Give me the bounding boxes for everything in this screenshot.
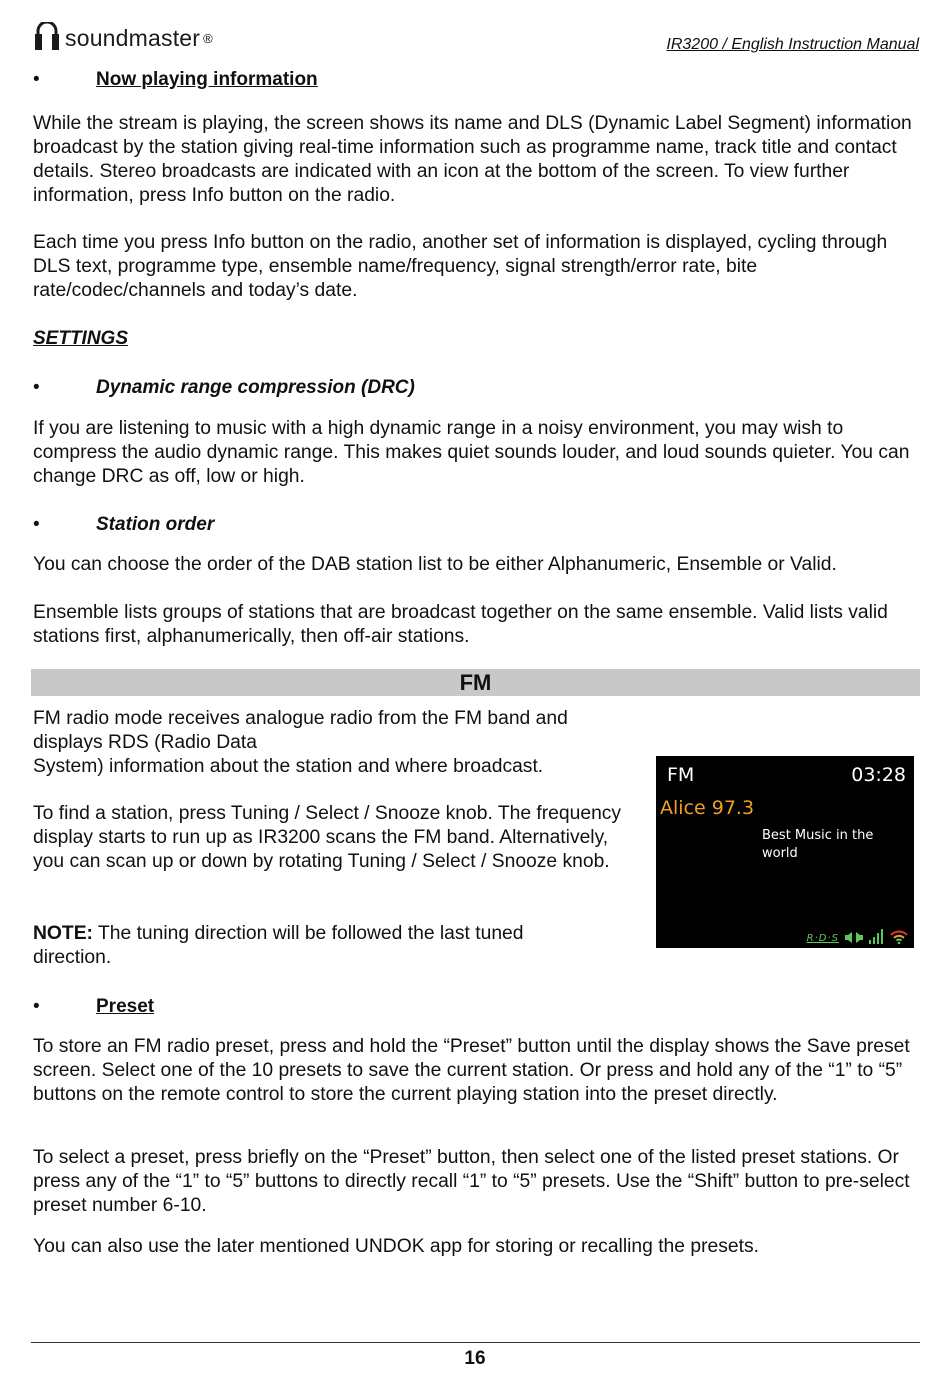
bullet-dot: • xyxy=(33,514,40,535)
note-text: The tuning direction will be followed the last tuned direction. xyxy=(33,923,524,968)
fm-p1-line3: System) information about the station and where broadcast. xyxy=(33,756,544,777)
paragraph-station-order-2: Ensemble lists groups of stations that are broadcast together on the same ensemble. Valid lists valid stations first, alphanumerically, then off-air stations. xyxy=(33,602,888,647)
bullet-dot: • xyxy=(33,377,40,398)
manual-title: IR3200 / English Instruction Manual xyxy=(666,36,919,53)
display-station-info: Best Music in the world xyxy=(762,828,874,861)
signal-strength-icon xyxy=(869,929,885,944)
radio-display-image xyxy=(656,756,914,948)
display-station-name: Alice 97.3 xyxy=(660,797,755,819)
fm-section-title: FM xyxy=(459,669,492,695)
rds-icon: R·D·S xyxy=(806,933,839,944)
footer-divider xyxy=(31,1342,920,1343)
page-number: 16 xyxy=(464,1348,486,1369)
soundmaster-logo-icon xyxy=(33,22,61,54)
paragraph-drc: If you are listening to music with a high dynamic range in a noisy environment, you may wish to compress the audio dynamic range. This makes quiet sounds louder, and loud sounds quieter. You can change DRC as off, low or high. xyxy=(33,418,910,487)
paragraph-preset-2: To select a preset, press briefly on the “Preset” button, then select one of the listed preset stations. Or press any of the “1” to “5” buttons to directly recall “1” to “5” presets. Use the “Shift” button to pre-select preset number 6-10. xyxy=(33,1147,910,1216)
section-heading-now-playing: Now playing information xyxy=(96,69,318,90)
paragraph-now-playing-2: Each time you press Info button on the radio, another set of information is displayed, cycling through DLS text, programme type, ensemble name/frequency, signal strength/error rate, bite rate/codec/channels and today’s date. xyxy=(33,232,888,301)
paragraph-station-order-1: You can choose the order of the DAB station list to be either Alphanumeric, Ensemble or Valid. xyxy=(33,554,837,575)
note-label: NOTE: xyxy=(33,923,93,944)
wifi-icon xyxy=(890,929,908,944)
paragraph-fm-2: To find a station, press Tuning / Select / Snooze knob. The frequency display starts to run up as IR3200 scans the FM band. Alternatively, you can scan up or down by rotating Tuning / Select / Snooze knob. xyxy=(33,803,622,872)
fm-p1-line2: displays RDS (Radio Data xyxy=(33,732,257,753)
display-mode: FM xyxy=(667,764,695,786)
brand-registered-mark: ® xyxy=(203,30,213,46)
paragraph-now-playing-1: While the stream is playing, the screen shows its name and DLS (Dynamic Label Segment) information broadcast by the station giving real-time information such as programme name, track title and contact details. Stereo broadcasts are indicated with an icon at the bottom of the screen. To view further information, press Info button on the radio. xyxy=(33,113,912,206)
paragraph-preset-3: You can also use the later mentioned UNDOK app for storing or recalling the presets. xyxy=(33,1236,759,1257)
section-heading-station-order: Station order xyxy=(96,514,215,535)
bullet-dot: • xyxy=(33,69,40,90)
fm-section-band xyxy=(31,669,920,696)
brand-name: soundmaster xyxy=(65,24,201,51)
brand-logo xyxy=(33,20,213,56)
settings-heading: SETTINGS xyxy=(33,328,129,349)
stereo-icon xyxy=(844,931,864,944)
paragraph-fm-1 xyxy=(33,707,643,779)
section-heading-preset: Preset xyxy=(96,996,155,1017)
bullet-dot: • xyxy=(33,996,40,1017)
display-status-icons xyxy=(807,929,908,944)
paragraph-fm-note xyxy=(33,922,593,970)
fm-p1-line1: FM radio mode receives analogue radio from the FM band and xyxy=(33,708,568,729)
display-time: 03:28 xyxy=(851,764,906,786)
paragraph-preset-1: To store an FM radio preset, press and hold the “Preset” button until the display shows the Save preset screen. Select one of the 10 presets to save the current station. Or press and hold any of the “1” to “5” buttons on the remote control to store the current playing station into the preset directly. xyxy=(33,1036,910,1105)
section-heading-drc: Dynamic range compression (DRC) xyxy=(96,377,415,398)
